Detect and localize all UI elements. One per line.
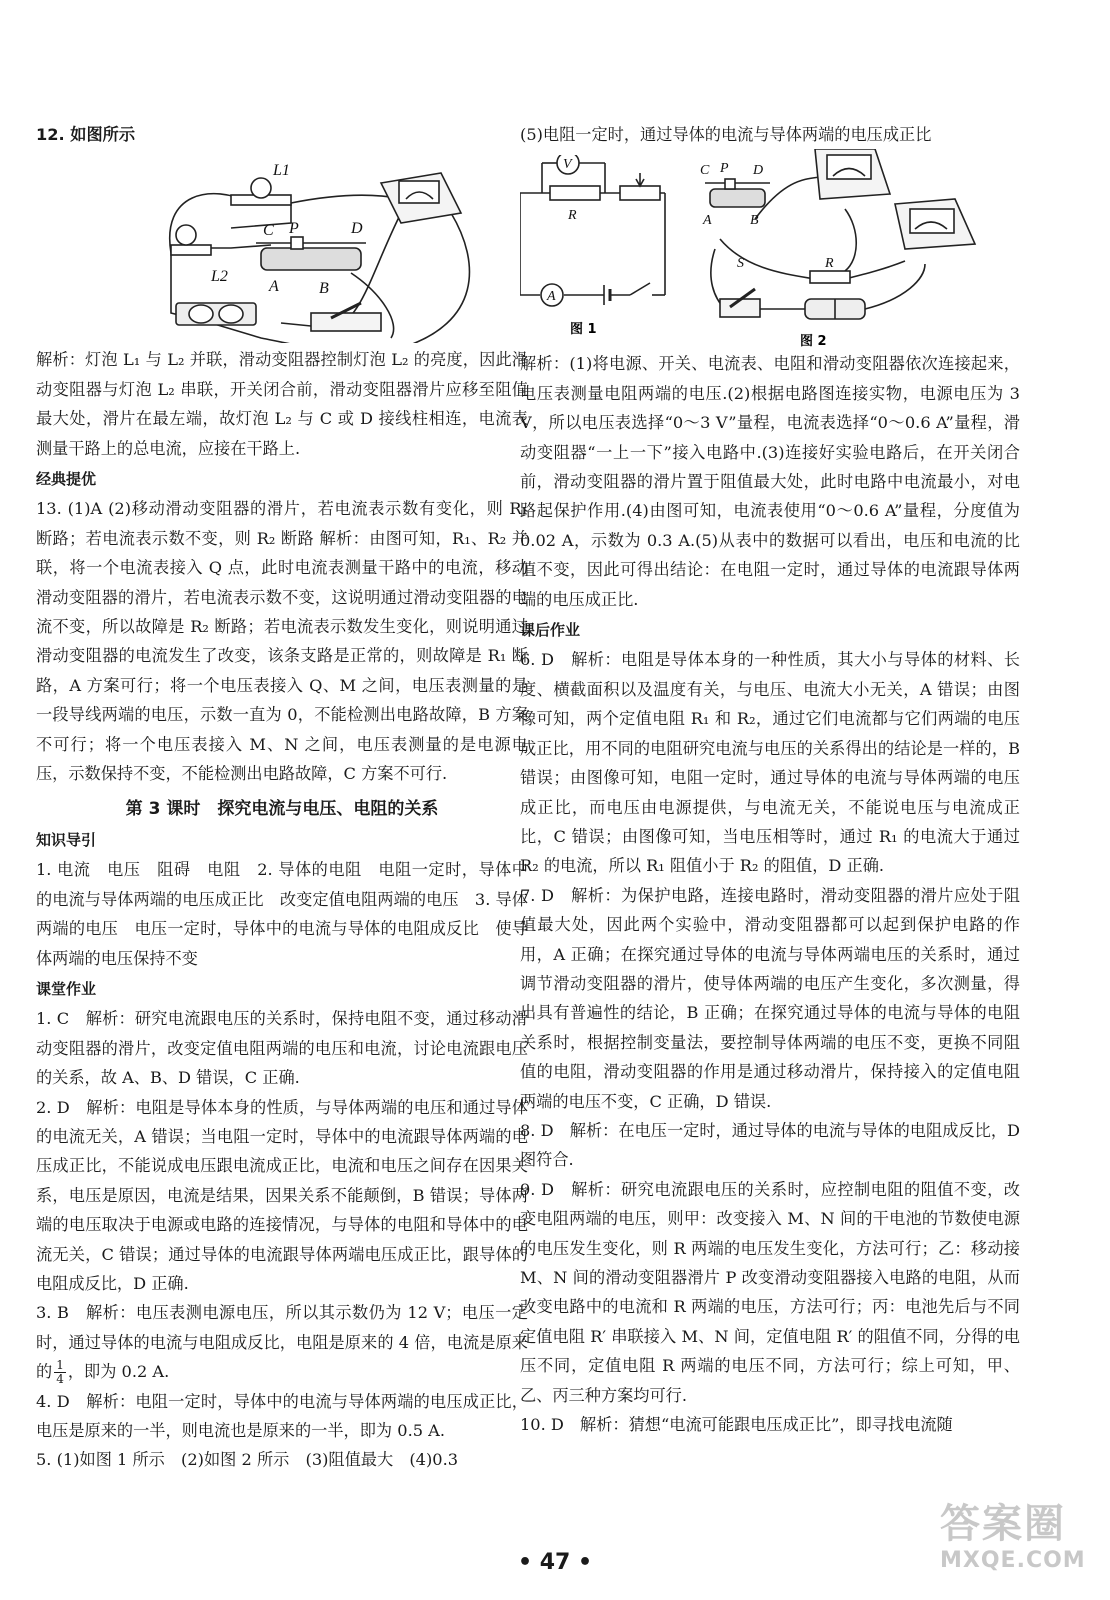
q12-head: 12. 如图所示 [36,125,136,144]
q12-analysis: 解析：灯泡 L₁ 与 L₂ 并联，滑动变阻器控制灯泡 L₂ 的亮度，因此滑动变阻器与灯泡 L₂ 串联，开关闭合前，滑动变阻器滑片应移至阻值最大处，滑片在最左端，故灯泡 L₂ 与 C 或 D 接线柱相连，电流表测量干路上的总电流，应接在干路上. [36,350,528,458]
right-column [520,120,1020,1439]
circuit-figure-fig2 [695,149,995,349]
figures-row [520,149,1020,349]
fraction-one-quarter [54,1359,66,1386]
after-q8: 8. D 解析：在电压一定时，通过导体的电流与导体的电阻成反比，D 图符合. [520,1120,1020,1170]
class-q4: 4. D 解析：电阻一定时，导体中的电流与导体两端的电压成正比，电压是原来的一半，则电流也是原来的一半，即为 0.5 A. [36,1391,528,1441]
fig1-label-A: A [547,289,556,305]
class-q1: 1. C 解析：研究电流跟电压的关系时，保持电阻不变，通过移动滑动变阻器的滑片，改变定值电阻两端的电压和电流，讨论电流跟电压的关系，故 A、B、D 错误，C 正确. [36,1009,528,1088]
fig2-label-P: P [720,161,729,177]
circuit-figure-12 [151,153,511,343]
class-q5-analysis: 解析：(1)将电源、开关、电流表、电阻和滑动变阻器依次连接起来，电压表测量电阻两端的电压.(2)根据电路图连接实物，电源电压为 3 V，所以电压表选择“0～3 V”量程，电流表选择“0～0.6 A”量程，滑动变阻器“一上一下”接入电路中.(3)连接好实验电路后，在开关闭合前，滑动变阻器的滑片置于阻值最大处，此时电路中电流最小，对电路起保护作用.(4)由图可知，电流表使用“0～0.6 A”量程，分度值为 0.02 A，示数为 0.3 A.(5)从表中的数据可以看出，电压和电流的比值不变，因此可得出结论：在电阻一定时，通过导体的电流跟导体两端的电压成正比. [520,354,1020,609]
q13-answer: 13. (1)A (2)移动滑动变阻器的滑片，若电流表示数有变化，则 R₁ 断路；若电流表示数不变，则 R₂ 断路 解析：由图可知，R₁、R₂ 并联，将一个电流表接入 Q 点，此时电流表测量干路中的电流，移动滑动变阻器的滑片，若电流表示数不变，这说明通过滑动变阻器的电流不变，所以故障是 R₂ 断路；若电流表示数发生变化，则说明通过滑动变阻器的电流发生了改变，该条支路是正常的，则故障是 R₁ 断路，A 方案可行；将一个电压表接入 Q、M 之间，电压表测量的是一段导线两端的电压，示数一直为 0，不能检测出电路故障，B 方案不可行；将一个电压表接入 M、N 之间，电压表测量的是电源电压，示数保持不变，不能检测出电路故障，C 方案不可行. [36,499,528,784]
lesson-title: 第 3 课时 探究电流与电压、电阻的关系 [125,798,439,819]
fig2-label-S: S [737,256,744,272]
fraction-denominator: 4 [56,1372,64,1387]
fig1-label-V: V [563,157,572,173]
fig2-label-C: C [700,163,710,179]
label-L2: L2 [211,268,228,286]
left-column [36,120,528,1475]
class-q3 [36,1298,528,1386]
label-B: B [319,280,329,298]
after-q7: 7. D 解析：为保护电路，连接电路时，滑动变阻器的滑片应处于阻值最大处，因此两个实验中，滑动变阻器都可以起到保护电路的作用，A 正确；在探究通过导体的电流与导体两端电压的关系时，通过调节滑动变阻器的滑片，使导体两端的电压产生变化，多次测量，得出具有普遍性的结论，B 正确；在探究通过导体的电流与导体的电阻关系时，根据控制变量法，要控制导体两端的电压不变，更换不同阻值的电阻，滑动变阻器的作用是通过移动滑片，保持接入的定值电阻两端的电压不变，C 正确，D 错误. [520,885,1020,1111]
after-q6: 6. D 解析：电阻是导体本身的一种性质，其大小与导体的材料、长度、横截面积以及温度有关，与电压、电流大小无关，A 错误；由图像可知，两个定值电阻 R₁ 和 R₂，通过它们电流都与它们两端的电压成正比，用不同的电阻研究电流与电压的关系得出的结论是一样的，B 错误；由图像可知，电阻一定时，通过导体的电流与导体两端的电压成正比，而电压由电源提供，与电流无关，不能说电压与电流成正比，C 错误；由图像可知，当电压相等时，通过 R₁ 的电流大于通过 R₂ 的电流，所以 R₁ 阻值小于 R₂ 的阻值，D 正确. [520,650,1020,876]
label-A: A [269,278,279,296]
fig2-label-D: D [753,163,764,179]
fig1-label-R: R [568,208,577,224]
label-C: C [263,222,274,240]
fig2-caption: 图 2 [800,334,827,350]
class-q5-cont: (5)电阻一定时，通过导体的电流与导体两端的电压成正比 [520,125,932,144]
watermark-logo [940,1500,1090,1585]
fig2-label-A: A [703,213,712,229]
fig1-caption: 图 1 [570,322,597,336]
class-q3-tail: ，即为 0.2 A. [67,1362,170,1382]
circuit-diagram-fig1 [520,155,680,335]
watermark-line2: MXQE.COM [940,1548,1086,1573]
class-q5: 5. (1)如图 1 所示 (2)如图 2 所示 (3)阻值最大 (4)0.3 [36,1450,459,1470]
fig2-label-R: R [825,256,834,272]
after-q9: 9. D 解析：研究电流跟电压的关系时，应控制电阻的阻值不变，改变电阻两端的电压，则甲：改变接入 M、N 间的干电池的节数使电源的电压发生变化，则 R 两端的电压发生变化，方法可行；乙：移动接 M、N 间的滑动变阻器滑片 P 改变滑动变阻器接入电路的电阻，从而改变电路中的电流和 R 两端的电压，方法可行；丙：电池先后与不同定值电阻 R′ 串联接入 M、N 间，定值电阻 R′ 的阻值不同，分得的电压不同，定值电阻 R 两端的电压不同，方法可行；综上可知，甲、乙、丙三种方案均可行. [520,1179,1020,1405]
section-class-work: 课堂作业 [36,979,97,998]
fig2-label-B: B [750,213,759,229]
class-q3-text: 3. B 解析：电压表测电源电压，所以其示数仍为 12 V；电压一定时，通过导体的电流与电阻成反比，电阻是原来的 4 倍，电流是原来的 [36,1303,528,1382]
section-after-class: 课后作业 [520,621,581,640]
watermark-line1: 答案圈 [940,1501,1066,1547]
section-classic: 经典提优 [36,470,97,489]
fraction-numerator: 1 [56,1358,64,1373]
label-L1: L1 [273,162,290,180]
knowledge-answers: 1. 电流 电压 阻碍 电阻 2. 导体的电阻 电阻一定时，导体中的电流与导体两端的电压成正比 改变定值电阻两端的电压 3. 导体两端的电压 电压一定时，导体中的电流与导体的电阻成反比 使导体两端的电压保持不变 [36,860,528,968]
after-q10: 10. D 解析：猜想“电流可能跟电压成正比”，即寻找电流随 [520,1415,953,1435]
section-knowledge: 知识导引 [36,830,97,849]
label-P: P [289,220,299,238]
label-D: D [351,220,363,238]
class-q2: 2. D 解析：电阻是导体本身的性质，与导体两端的电压和通过导体的电流无关，A 错误；当电阻一定时，导体中的电流跟导体两端的电压成正比，不能说成电压跟电流成正比，电流和电压之间存在因果关系，电压是原因，电流是结果，因果关系不能颠倒，B 错误；导体两端的电压取决于电源或电路的连接情况，与导体的电阻和导体中的电流无关，C 错误；通过导体的电流跟导体两端电压成正比，跟导体的电阻成反比，D 正确. [36,1097,528,1293]
page-number: • 47 • [517,1550,593,1575]
